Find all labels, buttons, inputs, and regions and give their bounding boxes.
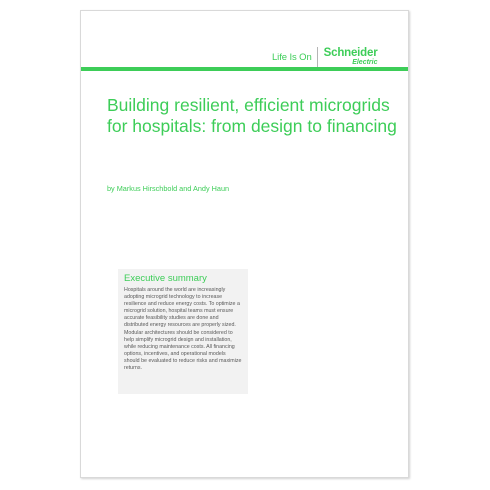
logo-sub-text: Electric	[352, 58, 378, 66]
brand-tagline: Life Is On	[272, 51, 312, 63]
brand-header	[272, 46, 377, 68]
logo-main-text: Schneider	[323, 47, 378, 60]
executive-summary-heading: Executive summary	[124, 273, 207, 284]
document-authors: by Markus Hirschbold and Andy Haun	[107, 184, 230, 193]
executive-summary-text: Hospitals around the world are increasingly adopting microgrid technology to increase resilience and reduce energy costs. To optimize a microgrid solution, hospital teams must ensure accurate feasibility studies are done and distributed energy resources are properly sized. Modular architectures should be considered to help simplify microgrid design and installation, while reducing maintenance costs. All financing options, incentives, and operational models should be evaluated to reduce risks and maximize returns.	[124, 287, 242, 372]
document-cover-page	[80, 10, 409, 478]
schneider-electric-logo	[324, 48, 378, 66]
executive-summary-box	[118, 269, 248, 394]
document-title: Building resilient, efficient microgrids for hospitals: from design to financing	[107, 95, 397, 136]
header-green-bar	[81, 67, 408, 71]
brand-divider	[317, 47, 318, 67]
